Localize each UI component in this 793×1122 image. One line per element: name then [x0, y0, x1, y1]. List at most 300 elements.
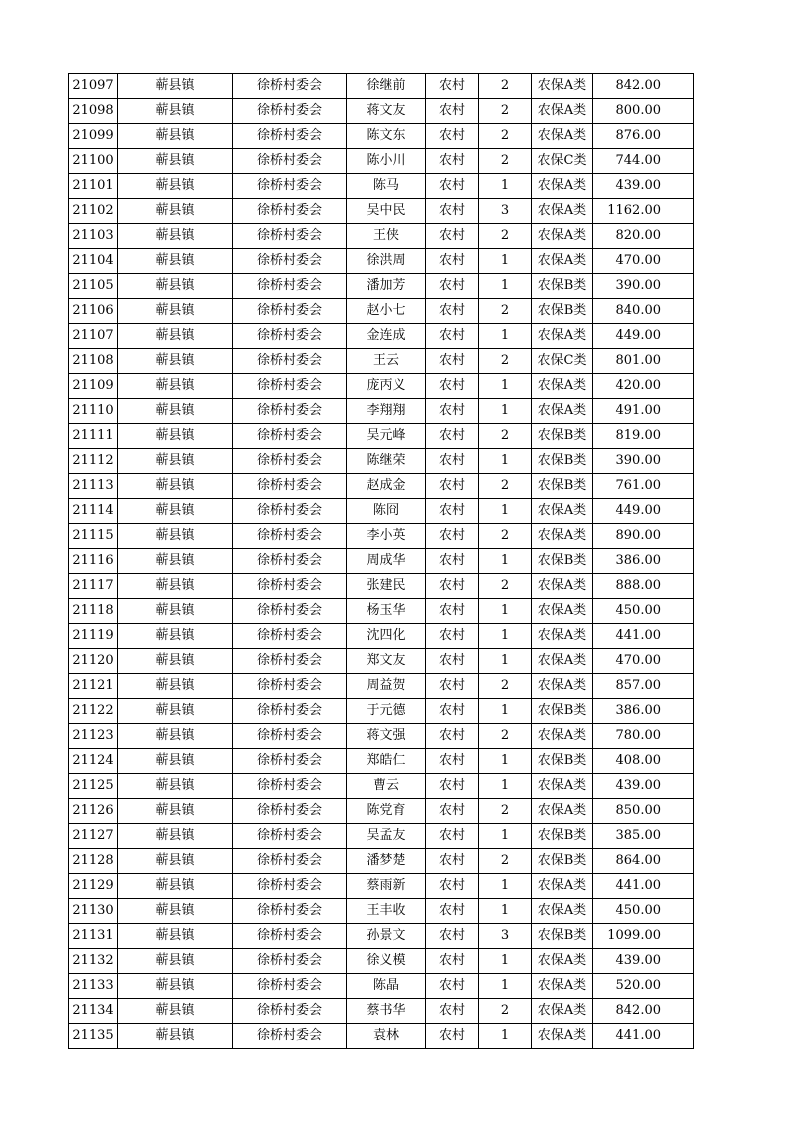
table-row [69, 124, 694, 149]
area-type-cell: 农村 [426, 524, 479, 549]
person-name-cell: 吴元峰 [347, 424, 426, 449]
record-id-cell: 21115 [69, 524, 118, 549]
town-cell: 蕲县镇 [118, 799, 233, 824]
area-type-cell: 农村 [426, 349, 479, 374]
village-committee-cell: 徐桥村委会 [233, 999, 347, 1024]
record-id-cell: 21135 [69, 1024, 118, 1049]
household-count-cell: 2 [479, 299, 532, 324]
village-committee-cell: 徐桥村委会 [233, 349, 347, 374]
town-cell: 蕲县镇 [118, 224, 233, 249]
person-name-cell: 曹云 [347, 774, 426, 799]
insurance-category-cell: 农保B类 [532, 749, 593, 774]
town-cell: 蕲县镇 [118, 849, 233, 874]
records-table-body [69, 74, 694, 1049]
amount-cell: 744.00 [593, 149, 694, 174]
record-id-cell: 21103 [69, 224, 118, 249]
town-cell: 蕲县镇 [118, 324, 233, 349]
village-committee-cell: 徐桥村委会 [233, 199, 347, 224]
record-id-cell: 21105 [69, 274, 118, 299]
village-committee-cell: 徐桥村委会 [233, 949, 347, 974]
town-cell: 蕲县镇 [118, 549, 233, 574]
person-name-cell: 陈晶 [347, 974, 426, 999]
town-cell: 蕲县镇 [118, 874, 233, 899]
household-count-cell: 1 [479, 174, 532, 199]
area-type-cell: 农村 [426, 249, 479, 274]
household-count-cell: 2 [479, 224, 532, 249]
household-count-cell: 1 [479, 399, 532, 424]
record-id-cell: 21134 [69, 999, 118, 1024]
amount-cell: 441.00 [593, 1024, 694, 1049]
town-cell: 蕲县镇 [118, 674, 233, 699]
person-name-cell: 潘加芳 [347, 274, 426, 299]
insurance-category-cell: 农保A类 [532, 399, 593, 424]
village-committee-cell: 徐桥村委会 [233, 449, 347, 474]
person-name-cell: 李小英 [347, 524, 426, 549]
table-row [69, 374, 694, 399]
insurance-category-cell: 农保B类 [532, 924, 593, 949]
amount-cell: 780.00 [593, 724, 694, 749]
household-count-cell: 1 [479, 824, 532, 849]
record-id-cell: 21121 [69, 674, 118, 699]
town-cell: 蕲县镇 [118, 924, 233, 949]
town-cell: 蕲县镇 [118, 999, 233, 1024]
area-type-cell: 农村 [426, 399, 479, 424]
area-type-cell: 农村 [426, 749, 479, 774]
town-cell: 蕲县镇 [118, 149, 233, 174]
household-count-cell: 1 [479, 699, 532, 724]
record-id-cell: 21129 [69, 874, 118, 899]
insurance-category-cell: 农保B类 [532, 424, 593, 449]
town-cell: 蕲县镇 [118, 74, 233, 99]
amount-cell: 390.00 [593, 274, 694, 299]
village-committee-cell: 徐桥村委会 [233, 674, 347, 699]
household-count-cell: 1 [479, 449, 532, 474]
household-count-cell: 2 [479, 99, 532, 124]
record-id-cell: 21125 [69, 774, 118, 799]
insurance-category-cell: 农保A类 [532, 124, 593, 149]
table-row [69, 874, 694, 899]
town-cell: 蕲县镇 [118, 374, 233, 399]
household-count-cell: 2 [479, 724, 532, 749]
household-count-cell: 2 [479, 149, 532, 174]
person-name-cell: 陈继荣 [347, 449, 426, 474]
person-name-cell: 郑皓仁 [347, 749, 426, 774]
household-count-cell: 1 [479, 1024, 532, 1049]
person-name-cell: 于元德 [347, 699, 426, 724]
village-committee-cell: 徐桥村委会 [233, 749, 347, 774]
village-committee-cell: 徐桥村委会 [233, 724, 347, 749]
amount-cell: 857.00 [593, 674, 694, 699]
village-committee-cell: 徐桥村委会 [233, 174, 347, 199]
table-row [69, 224, 694, 249]
area-type-cell: 农村 [426, 924, 479, 949]
household-count-cell: 2 [479, 799, 532, 824]
village-committee-cell: 徐桥村委会 [233, 574, 347, 599]
household-count-cell: 1 [479, 274, 532, 299]
amount-cell: 842.00 [593, 74, 694, 99]
record-id-cell: 21123 [69, 724, 118, 749]
person-name-cell: 金连成 [347, 324, 426, 349]
town-cell: 蕲县镇 [118, 824, 233, 849]
amount-cell: 840.00 [593, 299, 694, 324]
area-type-cell: 农村 [426, 574, 479, 599]
village-committee-cell: 徐桥村委会 [233, 974, 347, 999]
town-cell: 蕲县镇 [118, 249, 233, 274]
insurance-category-cell: 农保B类 [532, 824, 593, 849]
amount-cell: 390.00 [593, 449, 694, 474]
record-id-cell: 21108 [69, 349, 118, 374]
person-name-cell: 徐洪周 [347, 249, 426, 274]
town-cell: 蕲县镇 [118, 1024, 233, 1049]
table-row [69, 624, 694, 649]
town-cell: 蕲县镇 [118, 524, 233, 549]
amount-cell: 449.00 [593, 324, 694, 349]
amount-cell: 470.00 [593, 649, 694, 674]
person-name-cell: 陈小川 [347, 149, 426, 174]
area-type-cell: 农村 [426, 449, 479, 474]
amount-cell: 386.00 [593, 549, 694, 574]
village-committee-cell: 徐桥村委会 [233, 699, 347, 724]
village-committee-cell: 徐桥村委会 [233, 849, 347, 874]
table-row [69, 1024, 694, 1049]
table-row [69, 524, 694, 549]
amount-cell: 491.00 [593, 399, 694, 424]
record-id-cell: 21133 [69, 974, 118, 999]
amount-cell: 450.00 [593, 599, 694, 624]
town-cell: 蕲县镇 [118, 949, 233, 974]
record-id-cell: 21117 [69, 574, 118, 599]
village-committee-cell: 徐桥村委会 [233, 399, 347, 424]
amount-cell: 850.00 [593, 799, 694, 824]
record-id-cell: 21097 [69, 74, 118, 99]
village-committee-cell: 徐桥村委会 [233, 924, 347, 949]
area-type-cell: 农村 [426, 874, 479, 899]
amount-cell: 864.00 [593, 849, 694, 874]
person-name-cell: 王侠 [347, 224, 426, 249]
insurance-category-cell: 农保A类 [532, 74, 593, 99]
table-row [69, 799, 694, 824]
record-id-cell: 21110 [69, 399, 118, 424]
area-type-cell: 农村 [426, 824, 479, 849]
household-count-cell: 2 [479, 424, 532, 449]
town-cell: 蕲县镇 [118, 99, 233, 124]
town-cell: 蕲县镇 [118, 449, 233, 474]
insurance-category-cell: 农保A类 [532, 899, 593, 924]
insurance-category-cell: 农保B类 [532, 474, 593, 499]
town-cell: 蕲县镇 [118, 624, 233, 649]
village-committee-cell: 徐桥村委会 [233, 524, 347, 549]
town-cell: 蕲县镇 [118, 749, 233, 774]
table-row [69, 774, 694, 799]
household-count-cell: 3 [479, 199, 532, 224]
town-cell: 蕲县镇 [118, 274, 233, 299]
village-committee-cell: 徐桥村委会 [233, 624, 347, 649]
insurance-category-cell: 农保A类 [532, 1024, 593, 1049]
household-count-cell: 2 [479, 124, 532, 149]
record-id-cell: 21112 [69, 449, 118, 474]
table-row [69, 299, 694, 324]
area-type-cell: 农村 [426, 474, 479, 499]
area-type-cell: 农村 [426, 1024, 479, 1049]
village-committee-cell: 徐桥村委会 [233, 99, 347, 124]
town-cell: 蕲县镇 [118, 199, 233, 224]
table-row [69, 949, 694, 974]
record-id-cell: 21114 [69, 499, 118, 524]
village-committee-cell: 徐桥村委会 [233, 274, 347, 299]
table-row [69, 274, 694, 299]
town-cell: 蕲县镇 [118, 124, 233, 149]
town-cell: 蕲县镇 [118, 299, 233, 324]
insurance-category-cell: 农保A类 [532, 724, 593, 749]
village-committee-cell: 徐桥村委会 [233, 1024, 347, 1049]
area-type-cell: 农村 [426, 974, 479, 999]
area-type-cell: 农村 [426, 324, 479, 349]
town-cell: 蕲县镇 [118, 974, 233, 999]
village-committee-cell: 徐桥村委会 [233, 499, 347, 524]
insurance-category-cell: 农保A类 [532, 374, 593, 399]
household-count-cell: 1 [479, 899, 532, 924]
insurance-category-cell: 农保A类 [532, 974, 593, 999]
amount-cell: 842.00 [593, 999, 694, 1024]
village-committee-cell: 徐桥村委会 [233, 799, 347, 824]
amount-cell: 439.00 [593, 774, 694, 799]
person-name-cell: 潘梦楚 [347, 849, 426, 874]
insurance-category-cell: 农保B类 [532, 299, 593, 324]
household-count-cell: 2 [479, 349, 532, 374]
area-type-cell: 农村 [426, 199, 479, 224]
person-name-cell: 蔡雨新 [347, 874, 426, 899]
amount-cell: 819.00 [593, 424, 694, 449]
table-row [69, 99, 694, 124]
town-cell: 蕲县镇 [118, 474, 233, 499]
amount-cell: 439.00 [593, 949, 694, 974]
insurance-category-cell: 农保A类 [532, 324, 593, 349]
record-id-cell: 21122 [69, 699, 118, 724]
person-name-cell: 蔡书华 [347, 999, 426, 1024]
town-cell: 蕲县镇 [118, 699, 233, 724]
person-name-cell: 陈文东 [347, 124, 426, 149]
record-id-cell: 21104 [69, 249, 118, 274]
area-type-cell: 农村 [426, 949, 479, 974]
area-type-cell: 农村 [426, 74, 479, 99]
amount-cell: 820.00 [593, 224, 694, 249]
amount-cell: 876.00 [593, 124, 694, 149]
table-row [69, 749, 694, 774]
household-count-cell: 1 [479, 374, 532, 399]
insurance-category-cell: 农保C类 [532, 349, 593, 374]
household-count-cell: 1 [479, 949, 532, 974]
record-id-cell: 21116 [69, 549, 118, 574]
area-type-cell: 农村 [426, 774, 479, 799]
amount-cell: 1099.00 [593, 924, 694, 949]
person-name-cell: 李翔翔 [347, 399, 426, 424]
area-type-cell: 农村 [426, 674, 479, 699]
insurance-category-cell: 农保A类 [532, 774, 593, 799]
area-type-cell: 农村 [426, 549, 479, 574]
insurance-category-cell: 农保A类 [532, 874, 593, 899]
village-committee-cell: 徐桥村委会 [233, 899, 347, 924]
table-row [69, 424, 694, 449]
record-id-cell: 21109 [69, 374, 118, 399]
town-cell: 蕲县镇 [118, 349, 233, 374]
record-id-cell: 21098 [69, 99, 118, 124]
area-type-cell: 农村 [426, 799, 479, 824]
person-name-cell: 吴中民 [347, 199, 426, 224]
insurance-category-cell: 农保A类 [532, 199, 593, 224]
insurance-category-cell: 农保A类 [532, 674, 593, 699]
amount-cell: 888.00 [593, 574, 694, 599]
person-name-cell: 王云 [347, 349, 426, 374]
person-name-cell: 陈冏 [347, 499, 426, 524]
area-type-cell: 农村 [426, 724, 479, 749]
record-id-cell: 21131 [69, 924, 118, 949]
records-table [68, 73, 694, 1049]
amount-cell: 1162.00 [593, 199, 694, 224]
insurance-category-cell: 农保B类 [532, 699, 593, 724]
person-name-cell: 周成华 [347, 549, 426, 574]
person-name-cell: 蒋文友 [347, 99, 426, 124]
record-id-cell: 21102 [69, 199, 118, 224]
household-count-cell: 1 [479, 874, 532, 899]
village-committee-cell: 徐桥村委会 [233, 599, 347, 624]
amount-cell: 449.00 [593, 499, 694, 524]
insurance-category-cell: 农保A类 [532, 99, 593, 124]
area-type-cell: 农村 [426, 124, 479, 149]
record-id-cell: 21111 [69, 424, 118, 449]
table-row [69, 849, 694, 874]
amount-cell: 420.00 [593, 374, 694, 399]
record-id-cell: 21118 [69, 599, 118, 624]
area-type-cell: 农村 [426, 849, 479, 874]
table-row [69, 499, 694, 524]
household-count-cell: 2 [479, 674, 532, 699]
insurance-category-cell: 农保B类 [532, 849, 593, 874]
table-row [69, 474, 694, 499]
record-id-cell: 21126 [69, 799, 118, 824]
amount-cell: 470.00 [593, 249, 694, 274]
amount-cell: 520.00 [593, 974, 694, 999]
amount-cell: 890.00 [593, 524, 694, 549]
village-committee-cell: 徐桥村委会 [233, 299, 347, 324]
table-row [69, 449, 694, 474]
amount-cell: 408.00 [593, 749, 694, 774]
person-name-cell: 陈马 [347, 174, 426, 199]
table-row [69, 999, 694, 1024]
person-name-cell: 徐继前 [347, 74, 426, 99]
household-count-cell: 1 [479, 599, 532, 624]
household-count-cell: 1 [479, 774, 532, 799]
household-count-cell: 1 [479, 549, 532, 574]
area-type-cell: 农村 [426, 174, 479, 199]
person-name-cell: 王丰收 [347, 899, 426, 924]
table-row [69, 174, 694, 199]
person-name-cell: 庞丙义 [347, 374, 426, 399]
village-committee-cell: 徐桥村委会 [233, 374, 347, 399]
area-type-cell: 农村 [426, 299, 479, 324]
person-name-cell: 郑文友 [347, 649, 426, 674]
household-count-cell: 2 [479, 474, 532, 499]
area-type-cell: 农村 [426, 899, 479, 924]
record-id-cell: 21107 [69, 324, 118, 349]
insurance-category-cell: 农保C类 [532, 149, 593, 174]
insurance-category-cell: 农保A类 [532, 524, 593, 549]
table-row [69, 149, 694, 174]
insurance-category-cell: 农保A类 [532, 174, 593, 199]
town-cell: 蕲县镇 [118, 724, 233, 749]
insurance-category-cell: 农保A类 [532, 599, 593, 624]
table-row [69, 974, 694, 999]
table-row [69, 74, 694, 99]
person-name-cell: 赵小七 [347, 299, 426, 324]
village-committee-cell: 徐桥村委会 [233, 224, 347, 249]
village-committee-cell: 徐桥村委会 [233, 874, 347, 899]
table-row [69, 574, 694, 599]
record-id-cell: 21120 [69, 649, 118, 674]
town-cell: 蕲县镇 [118, 499, 233, 524]
record-id-cell: 21100 [69, 149, 118, 174]
area-type-cell: 农村 [426, 699, 479, 724]
table-row [69, 899, 694, 924]
village-committee-cell: 徐桥村委会 [233, 249, 347, 274]
village-committee-cell: 徐桥村委会 [233, 474, 347, 499]
town-cell: 蕲县镇 [118, 424, 233, 449]
table-row [69, 549, 694, 574]
record-id-cell: 21128 [69, 849, 118, 874]
area-type-cell: 农村 [426, 999, 479, 1024]
person-name-cell: 袁林 [347, 1024, 426, 1049]
amount-cell: 385.00 [593, 824, 694, 849]
household-count-cell: 3 [479, 924, 532, 949]
village-committee-cell: 徐桥村委会 [233, 424, 347, 449]
area-type-cell: 农村 [426, 649, 479, 674]
town-cell: 蕲县镇 [118, 774, 233, 799]
amount-cell: 441.00 [593, 874, 694, 899]
insurance-category-cell: 农保A类 [532, 249, 593, 274]
town-cell: 蕲县镇 [118, 174, 233, 199]
amount-cell: 761.00 [593, 474, 694, 499]
record-id-cell: 21101 [69, 174, 118, 199]
village-committee-cell: 徐桥村委会 [233, 649, 347, 674]
table-row [69, 699, 694, 724]
person-name-cell: 吴孟友 [347, 824, 426, 849]
record-id-cell: 21119 [69, 624, 118, 649]
village-committee-cell: 徐桥村委会 [233, 74, 347, 99]
town-cell: 蕲县镇 [118, 399, 233, 424]
person-name-cell: 陈党育 [347, 799, 426, 824]
table-row [69, 924, 694, 949]
household-count-cell: 1 [479, 649, 532, 674]
table-row [69, 399, 694, 424]
amount-cell: 800.00 [593, 99, 694, 124]
town-cell: 蕲县镇 [118, 574, 233, 599]
village-committee-cell: 徐桥村委会 [233, 549, 347, 574]
record-id-cell: 21127 [69, 824, 118, 849]
table-row [69, 249, 694, 274]
insurance-category-cell: 农保A类 [532, 499, 593, 524]
village-committee-cell: 徐桥村委会 [233, 149, 347, 174]
person-name-cell: 周益贺 [347, 674, 426, 699]
amount-cell: 450.00 [593, 899, 694, 924]
town-cell: 蕲县镇 [118, 899, 233, 924]
table-row [69, 349, 694, 374]
table-row [69, 599, 694, 624]
person-name-cell: 沈四化 [347, 624, 426, 649]
household-count-cell: 2 [479, 999, 532, 1024]
area-type-cell: 农村 [426, 224, 479, 249]
insurance-category-cell: 农保B类 [532, 549, 593, 574]
person-name-cell: 赵成金 [347, 474, 426, 499]
village-committee-cell: 徐桥村委会 [233, 324, 347, 349]
